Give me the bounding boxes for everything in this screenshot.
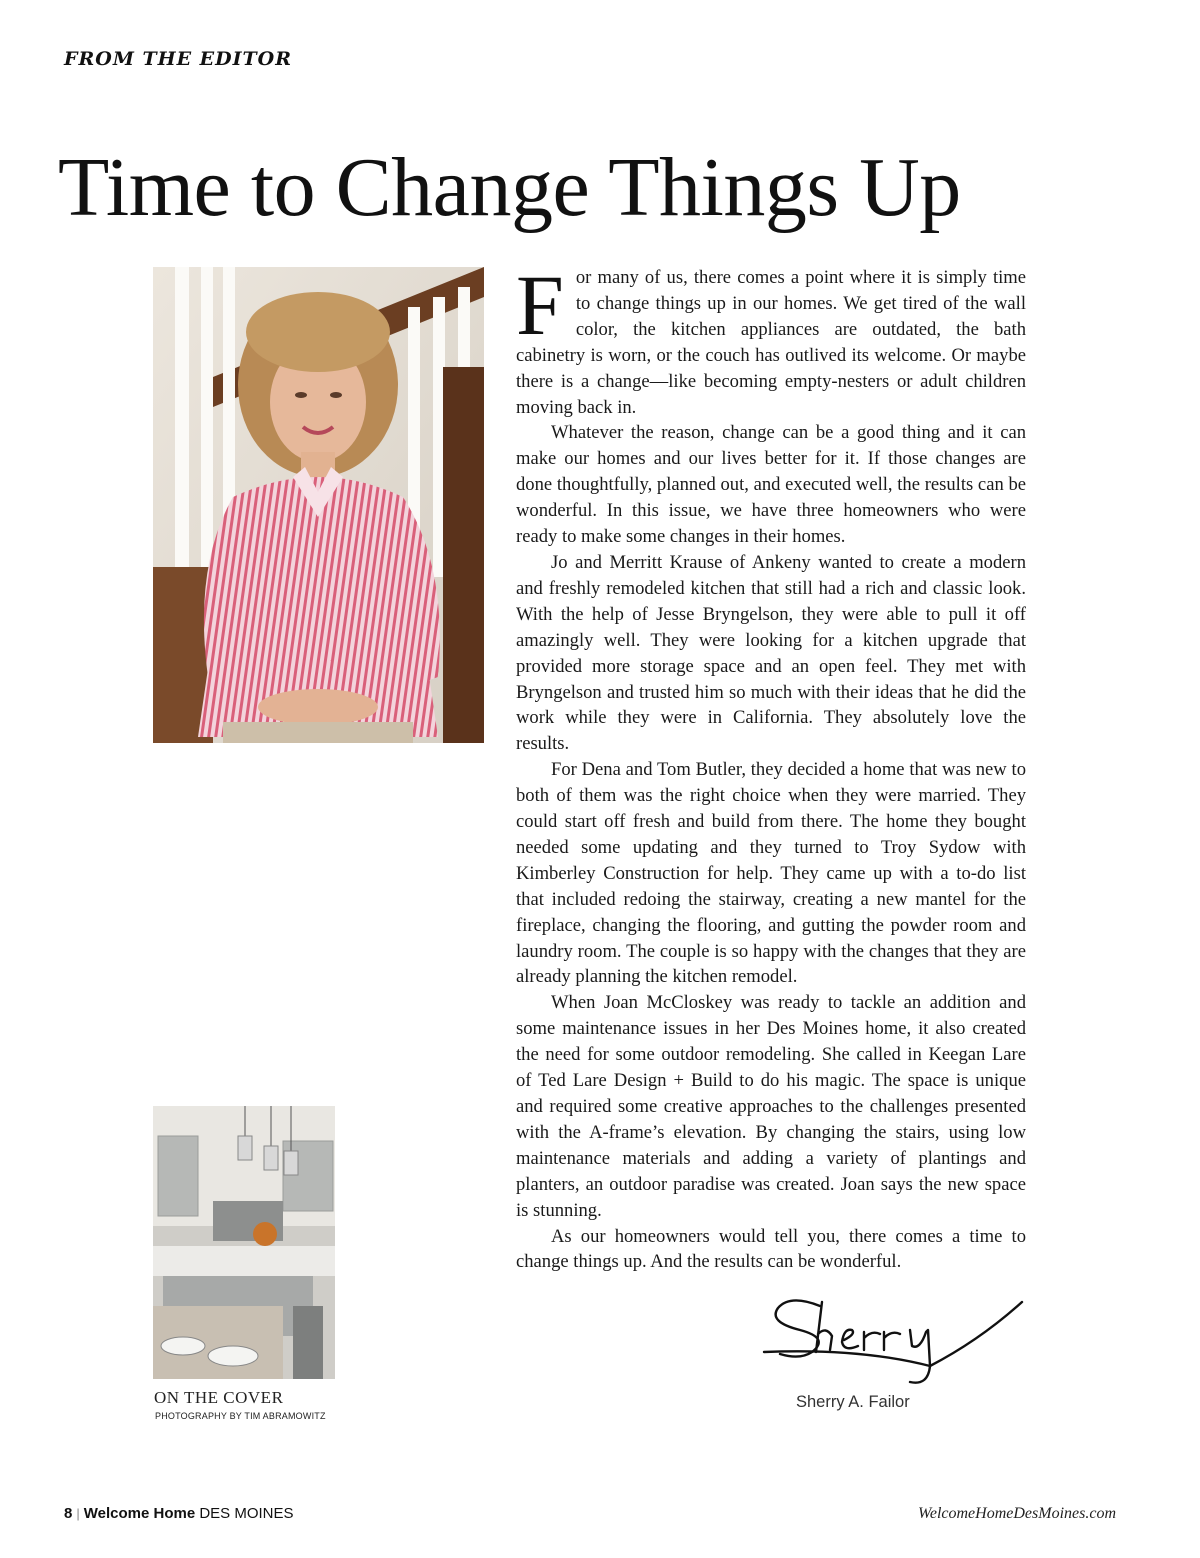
article-paragraph xyxy=(516,257,1026,420)
article-paragraph: Jo and Merritt Krause of Ankeny wanted to create a modern and freshly remodeled kitchen that still had a rich and classic look. With the help of Jesse Bryngelson, they were able to pull it off amazingly well. They were looking for a kitchen upgrade that provided more storage space and an open feel. They met with Bryngelson and trusted him so much with their ideas that he did the work while they were in California. They absolutely love the results. xyxy=(516,551,1026,755)
section-label: FROM THE EDITOR xyxy=(64,48,292,70)
article-paragraph: For Dena and Tom Butler, they decided a home that was new to both of them was the right choice when they were married. They could start off fresh and build from there. The home they bought needed some updating and they turned to Troy Sydow with Kimberley Construction for help. They came up with a to-do list that included redoing the stairway, creating a new mantel for the fireplace, changing the flooring, and gutting the powder room and laundry room. The couple is so happy with the changes that they are already planning the kitchen remodel. xyxy=(516,759,1026,988)
cover-caption: ON THE COVER xyxy=(154,1388,284,1407)
footer-separator: | xyxy=(76,1506,80,1521)
article-paragraph: When Joan McCloskey was ready to tackle an addition and some maintenance issues in her Des Moines home, it also created the need for some outdoor remodeling. She called in Keegan Lare of Ted Lare Design + Build to do his magic. The space is unique and required some creative approaches to the challenges presented with the A-frame’s elevation. By changing the stairs, using low maintenance materials and adding a variety of plantings and planters, an outdoor paradise was created. Joan says the new space is stunning. xyxy=(516,992,1026,1221)
paragraph-text: or many of us, there comes a point where it is simply time to change things up in our homes. We get tired of the wall color, the kitchen appliances are outdated, the bath cabinetry is worn, or the couch has outlived its welcome. Or maybe there is a change—like becoming empty-nesters or adult children moving back in. xyxy=(516,267,1026,418)
handwritten-signature xyxy=(760,1290,1030,1390)
cover-photo-credit: PHOTOGRAPHY BY TIM ABRAMOWITZ xyxy=(155,1411,326,1421)
signer-name: Sherry A. Failor xyxy=(796,1393,910,1411)
publication-city: DES MOINES xyxy=(199,1505,294,1522)
article-title: Time to Change Things Up xyxy=(58,141,961,234)
drop-cap: F xyxy=(516,257,564,353)
cover-photo xyxy=(153,1106,335,1379)
footer-website[interactable]: WelcomeHomeDesMoines.com xyxy=(917,1505,1116,1522)
editor-portrait-photo xyxy=(153,267,484,743)
page-number: 8 xyxy=(64,1505,73,1522)
footer-publication xyxy=(64,1505,294,1522)
publication-brand: Welcome Home xyxy=(83,1505,196,1522)
article-paragraph: As our homeowners would tell you, there comes a time to change things up. And the results can be wonderful. xyxy=(516,1225,1026,1273)
article-paragraph: Whatever the reason, change can be a good thing and it can make our homes and our lives better for it. If those changes are done thoughtfully, planned out, and executed well, the results can be wonderful. In this issue, we have three homeowners who were ready to make some changes in their homes. xyxy=(516,422,1026,548)
article-body xyxy=(516,257,1026,1275)
